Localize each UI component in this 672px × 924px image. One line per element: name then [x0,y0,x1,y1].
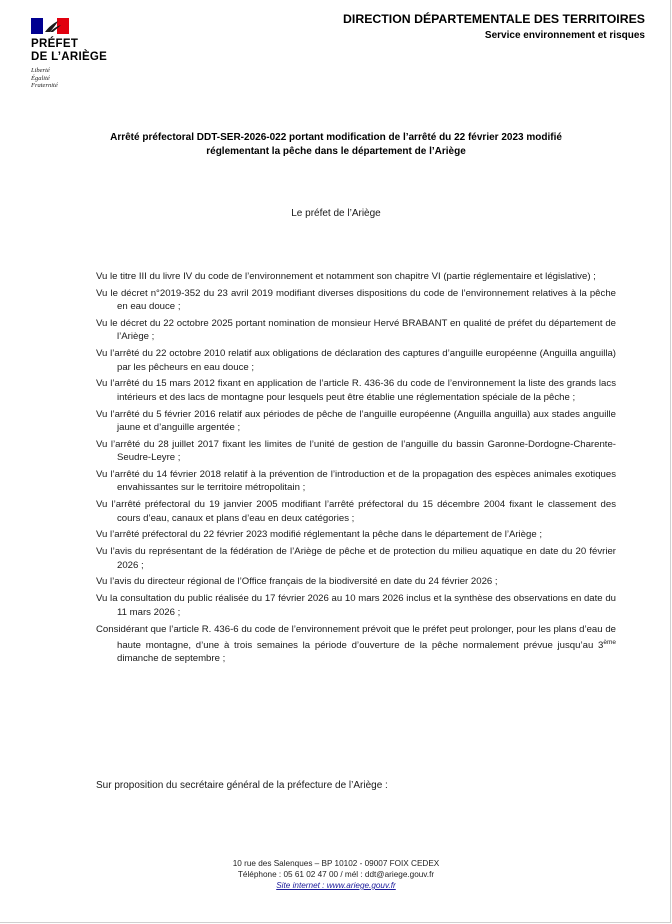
considerant-item: Vu l’arrêté préfectoral du 22 février 2023 modifié réglementant la pêche dans le département de l’Ariège ; [96,529,543,541]
document-title [40,131,632,159]
logo-line-2: DE L’ARIÈGE [31,51,108,63]
considerant-item: Vu le décret n°2019-352 du 23 avril 2019 modifiant diverses dispositions du code de l’environnement relatives à la pêche en eau douce ; [96,287,616,313]
considerant-final-text: Considérant que l’article R. 436-6 du code de l’environnement prévoit que le préfet peut prolonger, pour les plans d’eau de haute montagne, d’une à trois semaines la période d’ouverture de la pêche normalement prévue jusqu’au 3 [96,623,616,652]
title-line-1: Arrêté préfectoral DDT-SER-2026-022 portant modification de l’arrêté du 22 février 2023 modifié [110,132,562,143]
marianne-flag-icon [31,18,71,34]
ordinal-suffix: ème [603,638,616,646]
considerant-final-end: dimanche de septembre ; [117,653,226,665]
footer [0,858,672,891]
motto-fraternite: Fraternité [31,82,58,89]
considerant-item: Vu le décret du 22 octobre 2025 portant nomination de monsieur Hervé BRABANT en qualité de préfet du département de l’Ariège ; [96,318,616,343]
considerant-final [96,623,616,666]
footer-contact: Téléphone : 05 61 02 47 00 / mél : ddt@ariege.gouv.fr [237,870,435,879]
considerant-item: Vu la consultation du public réalisée du 17 février 2026 au 10 mars 2026 inclus et la synthèse des observations en date du 11 mars 2026 ; [96,593,616,618]
prefet-intro: Le préfet de l’Ariège [291,208,381,219]
prefecture-logo [31,18,107,90]
footer-address: 10 rue des Salenques – BP 10102 - 09007 FOIX CEDEX [232,859,440,868]
title-line-2: réglementant la pêche dans le département de l’Ariège [206,146,466,157]
motto-egalite: Égalité [31,74,50,82]
issuing-service [343,11,645,43]
logo-line-1: PRÉFET [31,38,79,50]
considerant-item: Vu l’avis du directeur régional de l’Office français de la biodiversité en date du 24 février 2026 ; [96,576,498,588]
department-name: DIRECTION DÉPARTEMENTALE DES TERRITOIRES [343,12,645,26]
considerant-item: Vu l’avis du représentant de la fédération de l’Ariège de pêche et de protection du milieu aquatique en date du 20 février 2026 ; [96,546,616,571]
proposal-text: Sur proposition du secrétaire général de la préfecture de l’Ariège : [96,780,388,791]
considerant-item: Vu l’arrêté du 22 octobre 2010 relatif aux obligations de déclaration des captures d’anguille européenne (Anguilla anguilla) par les pêcheurs en eau douce ; [96,348,616,373]
considerant-item: Vu l’arrêté du 14 février 2018 relatif à la prévention de l’introduction et de la propagation des espèces animales exotiques envahissantes sur le territoire métropolitain ; [96,469,616,494]
considerant-item: Vu l’arrêté préfectoral du 19 janvier 2005 modifiant l’arrêté préfectoral du 15 décembre 2004 fixant le classement des cours d’eau, canaux et plans d’eau en deux catégories ; [96,499,616,524]
considerant-item: Vu le titre III du livre IV du code de l’environnement et notamment son chapitre VI (partie réglementaire et législative) ; [96,271,596,282]
considerant-item: Vu l’arrêté du 5 février 2016 relatif aux périodes de pêche de l’anguille européenne (Anguilla anguilla) aux stades anguille jaune et d’anguille argentée ; [96,408,616,433]
motto-liberte: Liberté [31,67,50,74]
considerant-item: Vu l’arrêté du 15 mars 2012 fixant en application de l’article R. 436-36 du code de l’environnement la liste des grands lacs intérieurs et des lacs de montagne pour lesquels peut être établie une réglementation spéciale de la pêche ; [96,378,616,403]
considerant-item: Vu l’arrêté du 28 juillet 2017 fixant les limites de l’unité de gestion de l’anguille du bassin Garonne-Dordogne-Charente-Seudre-Leyre ; [96,438,616,464]
website-link[interactable]: Site internet : www.ariege.gouv.fr [276,881,396,890]
considerants-list [96,270,616,669]
service-name: Service environnement et risques [484,30,645,41]
